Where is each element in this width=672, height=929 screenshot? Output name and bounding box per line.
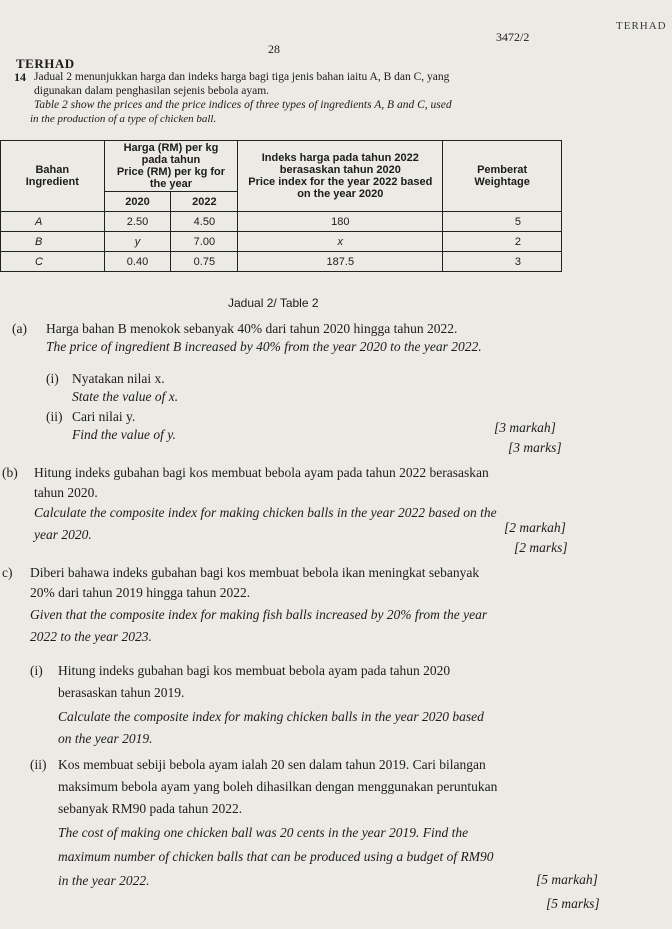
page-number: 28: [268, 42, 280, 56]
part-c-malay-2: 20% dari tahun 2019 hingga tahun 2022.: [30, 585, 251, 600]
part-a-ii-label: (ii): [46, 409, 63, 424]
part-c-ii-malay-1: Kos membuat sebiji bebola ayam ialah 20 sen dalam tahun 2019. Cari bilangan: [58, 757, 486, 772]
cell-index: 180: [238, 212, 443, 232]
header-year-2020: 2020: [104, 192, 171, 212]
header-ingredient: Bahan Ingredient: [1, 141, 105, 212]
header-price: Harga (RM) per kg pada tahun Price (RM) per kg for the year: [104, 141, 238, 192]
cell-price-2020: 0.40: [104, 252, 171, 272]
cell-weightage: 5: [443, 212, 562, 232]
part-c-ii-label: (ii): [30, 757, 47, 772]
part-c-ii-malay-3: sebanyak RM90 pada tahun 2022.: [58, 801, 243, 816]
part-a-label: (a): [12, 321, 27, 336]
part-a-i-malay: Nyatakan nilai x.: [72, 371, 165, 386]
part-b-malay-2: tahun 2020.: [34, 485, 98, 500]
part-c-english-2: 2022 to the year 2023.: [30, 629, 152, 644]
part-c-label: c): [2, 565, 13, 580]
part-b-english-2: year 2020.: [34, 527, 92, 542]
part-b-mark-malay: [2 markah]: [504, 520, 566, 535]
part-b-malay-1: Hitung indeks gubahan bagi kos membuat bebola ayam pada tahun 2022 berasaskan: [34, 465, 489, 480]
cell-price-2020: 2.50: [104, 212, 171, 232]
part-a-ii-english: Find the value of y.: [72, 427, 176, 442]
part-c-ii-english-1: The cost of making one chicken ball was 20 cents in the year 2019. Find the: [58, 825, 469, 840]
question-number: 14: [14, 70, 26, 84]
part-a-malay: Harga bahan B menokok sebanyak 40% dari tahun 2020 hingga tahun 2022.: [46, 321, 458, 336]
part-c-english-1: Given that the composite index for making fish balls increased by 20% from the year: [30, 607, 488, 622]
cell-weightage: 3: [443, 252, 562, 272]
part-a-english: The price of ingredient B increased by 40% from the year 2020 to the year 2022.: [46, 339, 482, 354]
part-c-mark-english: [5 marks]: [546, 896, 600, 911]
table-row: [1, 252, 562, 272]
cell-price-2022: 4.50: [171, 212, 238, 232]
cell-ingredient: A: [1, 212, 105, 232]
part-a-i-label: (i): [46, 371, 59, 386]
table-row: [1, 212, 562, 232]
part-a-ii-malay: Cari nilai y.: [72, 409, 136, 424]
paper-code: 3472/2: [496, 30, 530, 44]
intro-english-line-1: Table 2 show the prices and the price indices of three types of ingredients A, B and C, used: [34, 99, 452, 111]
cell-price-2020: y: [104, 232, 171, 252]
part-c-i-label: (i): [30, 663, 43, 678]
part-c-i-english-1: Calculate the composite index for making chicken balls in the year 2020 based: [58, 709, 484, 724]
table-caption: Jadual 2/ Table 2: [228, 296, 319, 310]
cell-index: x: [238, 232, 443, 252]
part-b-mark-english: [2 marks]: [514, 540, 568, 555]
part-c-mark-malay: [5 markah]: [536, 872, 598, 887]
part-c-ii-malay-2: maksimum bebola ayam yang boleh dihasilkan dengan menggunakan peruntukan: [58, 779, 498, 794]
intro-malay-line-2: digunakan dalam penghasilan sejenis bebola ayam.: [34, 85, 270, 97]
part-b-english-1: Calculate the composite index for making chicken balls in the year 2022 based on the: [34, 505, 497, 520]
cell-price-2022: 7.00: [171, 232, 238, 252]
intro-english-line-2: in the production of a type of chicken ball.: [30, 113, 217, 125]
cell-ingredient: B: [1, 232, 105, 252]
header-weightage: Pemberat Weightage: [443, 141, 562, 212]
intro-malay-line-1: Jadual 2 menunjukkan harga dan indeks harga bagi tiga jenis bahan iaitu A, B dan C, yang: [34, 71, 450, 83]
terhad-right-label: TERHAD: [616, 20, 667, 32]
header-price-index: Indeks harga pada tahun 2022 berasaskan tahun 2020 Price index for the year 2022 based on the year 2020: [238, 141, 443, 212]
price-index-table: [0, 140, 562, 272]
cell-price-2022: 0.75: [171, 252, 238, 272]
part-c-i-malay-2: berasaskan tahun 2019.: [58, 685, 185, 700]
part-a-i-english: State the value of x.: [72, 389, 179, 404]
part-a-mark-english: [3 marks]: [508, 440, 562, 455]
terhad-left-label: TERHAD: [16, 56, 75, 71]
cell-index: 187.5: [238, 252, 443, 272]
header-year-2022: 2022: [171, 192, 238, 212]
part-c-ii-english-2: maximum number of chicken balls that can be produced using a budget of RM90: [58, 849, 494, 864]
part-c-i-english-2: on the year 2019.: [58, 731, 153, 746]
part-c-ii-english-3: in the year 2022.: [58, 873, 150, 888]
part-a-mark-malay: [3 markah]: [494, 420, 556, 435]
table-row: [1, 232, 562, 252]
cell-weightage: 2: [443, 232, 562, 252]
part-b-label: (b): [2, 465, 18, 480]
part-c-i-malay-1: Hitung indeks gubahan bagi kos membuat bebola ayam pada tahun 2020: [58, 663, 451, 678]
cell-ingredient: C: [1, 252, 105, 272]
part-c-malay-1: Diberi bahawa indeks gubahan bagi kos membuat bebola ikan meningkat sebanyak: [30, 565, 480, 580]
